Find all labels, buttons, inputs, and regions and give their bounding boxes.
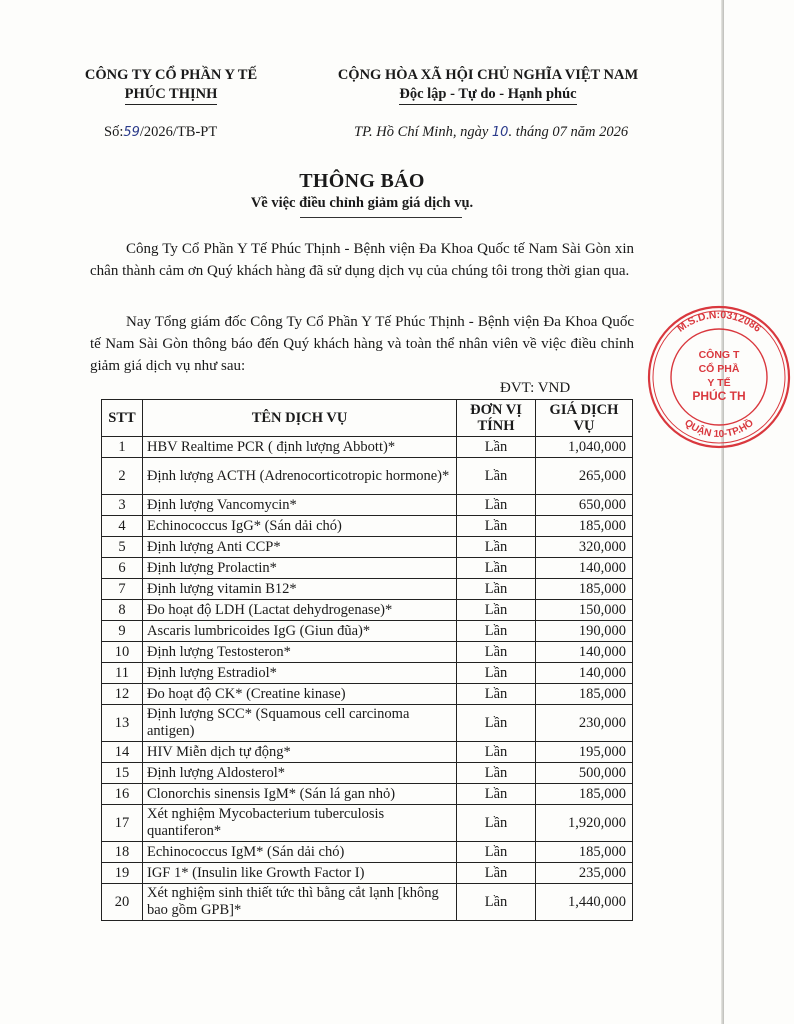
- row-stt: 8: [102, 600, 143, 621]
- row-price: 150,000: [536, 600, 633, 621]
- row-unit: Lần: [457, 558, 536, 579]
- row-price: 185,000: [536, 579, 633, 600]
- row-unit: Lần: [457, 600, 536, 621]
- row-price: 185,000: [536, 842, 633, 863]
- row-unit: Lần: [457, 884, 536, 921]
- table-row: [102, 805, 633, 842]
- row-price: 140,000: [536, 558, 633, 579]
- row-service-name: Định lượng Prolactin*: [143, 558, 457, 579]
- table-row: [102, 558, 633, 579]
- header-stt: STT: [102, 400, 143, 437]
- table-row: [102, 863, 633, 884]
- row-service-name: Clonorchis sinensis IgM* (Sán lá gan nhỏ): [143, 784, 457, 805]
- row-service-name: Định lượng Aldosterol*: [143, 763, 457, 784]
- row-price: 265,000: [536, 458, 633, 495]
- row-stt: 2: [102, 458, 143, 495]
- row-stt: 16: [102, 784, 143, 805]
- seal-inner-line3: Y TẾ: [707, 377, 731, 389]
- table-row: [102, 537, 633, 558]
- nation-motto: Độc lập - Tự do - Hạnh phúc: [399, 85, 576, 105]
- row-price: 320,000: [536, 537, 633, 558]
- row-unit: Lần: [457, 784, 536, 805]
- paragraph-intro: Công Ty Cổ Phần Y Tế Phúc Thịnh - Bệnh viện Đa Khoa Quốc tế Nam Sài Gòn xin chân thành cảm ơn Quý khách hàng đã sử dụng dịch vụ của chúng tôi trong thời gian qua.: [90, 241, 634, 279]
- row-unit: Lần: [457, 458, 536, 495]
- row-stt: 9: [102, 621, 143, 642]
- header-unit: ĐƠN VỊ TÍNH: [457, 400, 536, 437]
- row-service-name: Ascaris lumbricoides IgG (Giun đũa)*: [143, 621, 457, 642]
- row-price: 1,920,000: [536, 805, 633, 842]
- paragraph-announcement: Nay Tổng giám đốc Công Ty Cổ Phần Y Tế Phúc Thịnh - Bệnh viện Đa Khoa Quốc tế Nam Sài Gòn thông báo đến Quý khách hàng và toàn thể nhân viên về việc điều chỉnh giảm giá dịch vụ như sau:: [90, 314, 634, 374]
- row-stt: 3: [102, 495, 143, 516]
- seal-top-text: M.S.D.N:0312086: [674, 308, 764, 335]
- seal-inner-line2: CỔ PHẦ: [698, 363, 740, 375]
- docnum-prefix: Số:: [104, 124, 124, 140]
- row-unit: Lần: [457, 579, 536, 600]
- row-stt: 11: [102, 663, 143, 684]
- row-stt: 4: [102, 516, 143, 537]
- row-price: 1,040,000: [536, 437, 633, 458]
- row-stt: 1: [102, 437, 143, 458]
- row-stt: 18: [102, 842, 143, 863]
- table-header-row: [102, 400, 633, 437]
- company-seal-stamp: [644, 302, 794, 452]
- table-row: [102, 663, 633, 684]
- row-unit: Lần: [457, 642, 536, 663]
- document-number: [104, 124, 217, 141]
- table-row: [102, 784, 633, 805]
- row-service-name: Định lượng Vancomycin*: [143, 495, 457, 516]
- document-title: THÔNG BÁO: [299, 170, 425, 192]
- date-day-handwritten: 10: [491, 125, 509, 140]
- table-row: [102, 516, 633, 537]
- row-unit: Lần: [457, 763, 536, 784]
- table-row: [102, 458, 633, 495]
- table-row: [102, 742, 633, 763]
- docnum-suffix: /2026/TB-PT: [139, 124, 218, 140]
- page-edge: [721, 0, 724, 1024]
- company-header: [66, 66, 276, 105]
- table-row: [102, 579, 633, 600]
- price-table: [101, 399, 633, 921]
- table-row: [102, 763, 633, 784]
- nation-name: CỘNG HÒA XÃ HỘI CHỦ NGHĨA VIỆT NAM: [337, 67, 639, 83]
- row-stt: 19: [102, 863, 143, 884]
- header-price: GIÁ DỊCH VỤ: [536, 400, 633, 437]
- row-price: 140,000: [536, 642, 633, 663]
- row-price: 235,000: [536, 863, 633, 884]
- row-stt: 7: [102, 579, 143, 600]
- row-unit: Lần: [457, 621, 536, 642]
- row-unit: Lần: [457, 805, 536, 842]
- row-service-name: Xét nghiệm Mycobacterium tuberculosis quantiferon*: [143, 805, 457, 842]
- company-name-line1: CÔNG TY CỔ PHẦN Y TẾ: [84, 67, 258, 83]
- table-row: [102, 884, 633, 921]
- row-service-name: Echinococcus IgG* (Sán dải chó): [143, 516, 457, 537]
- seal-bottom-text: QUẬN 10-TP.HỒ: [682, 417, 756, 441]
- row-price: 140,000: [536, 663, 633, 684]
- row-unit: Lần: [457, 537, 536, 558]
- table-row: [102, 437, 633, 458]
- row-price: 190,000: [536, 621, 633, 642]
- row-stt: 6: [102, 558, 143, 579]
- row-service-name: IGF 1* (Insulin like Growth Factor I): [143, 863, 457, 884]
- table-row: [102, 495, 633, 516]
- table-row: [102, 842, 633, 863]
- national-header: [306, 66, 670, 105]
- seal-inner-line1: CÔNG T: [698, 349, 740, 361]
- row-service-name: Định lượng SCC* (Squamous cell carcinoma antigen): [143, 705, 457, 742]
- row-unit: Lần: [457, 437, 536, 458]
- row-price: 185,000: [536, 516, 633, 537]
- row-price: 195,000: [536, 742, 633, 763]
- row-service-name: HBV Realtime PCR ( định lượng Abbott)*: [143, 437, 457, 458]
- document-subtitle: Về việc điều chỉnh giảm giá dịch vụ.: [250, 195, 474, 211]
- row-service-name: Định lượng ACTH (Adrenocorticotropic hormone)*: [143, 458, 457, 495]
- seal-inner-line4: PHÚC TH: [692, 389, 746, 403]
- row-service-name: Định lượng Anti CCP*: [143, 537, 457, 558]
- row-price: 185,000: [536, 784, 633, 805]
- row-unit: Lần: [457, 663, 536, 684]
- row-service-name: Đo hoạt độ CK* (Creatine kinase): [143, 684, 457, 705]
- place-date: [354, 124, 628, 141]
- row-price: 650,000: [536, 495, 633, 516]
- row-price: 230,000: [536, 705, 633, 742]
- row-service-name: Đo hoạt độ LDH (Lactat dehydrogenase)*: [143, 600, 457, 621]
- row-stt: 10: [102, 642, 143, 663]
- row-stt: 14: [102, 742, 143, 763]
- currency-unit-note: ĐVT: VND: [500, 380, 571, 396]
- row-service-name: Xét nghiệm sinh thiết tức thì bằng cắt lạnh [không bao gồm GPB]*: [143, 884, 457, 921]
- row-stt: 15: [102, 763, 143, 784]
- row-stt: 12: [102, 684, 143, 705]
- row-stt: 20: [102, 884, 143, 921]
- row-price: 500,000: [536, 763, 633, 784]
- subtitle-divider: [300, 217, 462, 218]
- row-unit: Lần: [457, 742, 536, 763]
- row-price: 1,440,000: [536, 884, 633, 921]
- header-service-name: TÊN DỊCH VỤ: [143, 400, 457, 437]
- table-row: [102, 684, 633, 705]
- row-service-name: Định lượng Estradiol*: [143, 663, 457, 684]
- date-suffix: . tháng 07 năm 2026: [508, 124, 629, 140]
- table-row: [102, 621, 633, 642]
- row-unit: Lần: [457, 863, 536, 884]
- row-unit: Lần: [457, 516, 536, 537]
- table-row: [102, 705, 633, 742]
- row-unit: Lần: [457, 842, 536, 863]
- row-stt: 5: [102, 537, 143, 558]
- table-row: [102, 642, 633, 663]
- row-stt: 17: [102, 805, 143, 842]
- date-prefix: TP. Hồ Chí Minh, ngày: [354, 124, 489, 140]
- docnum-handwritten: 59: [123, 125, 140, 140]
- row-unit: Lần: [457, 705, 536, 742]
- company-name-line2: PHÚC THỊNH: [125, 85, 218, 105]
- row-service-name: HIV Miễn dịch tự động*: [143, 742, 457, 763]
- row-service-name: Định lượng vitamin B12*: [143, 579, 457, 600]
- row-price: 185,000: [536, 684, 633, 705]
- row-unit: Lần: [457, 495, 536, 516]
- row-service-name: Định lượng Testosteron*: [143, 642, 457, 663]
- table-row: [102, 600, 633, 621]
- row-service-name: Echinococcus IgM* (Sán dải chó): [143, 842, 457, 863]
- row-unit: Lần: [457, 684, 536, 705]
- row-stt: 13: [102, 705, 143, 742]
